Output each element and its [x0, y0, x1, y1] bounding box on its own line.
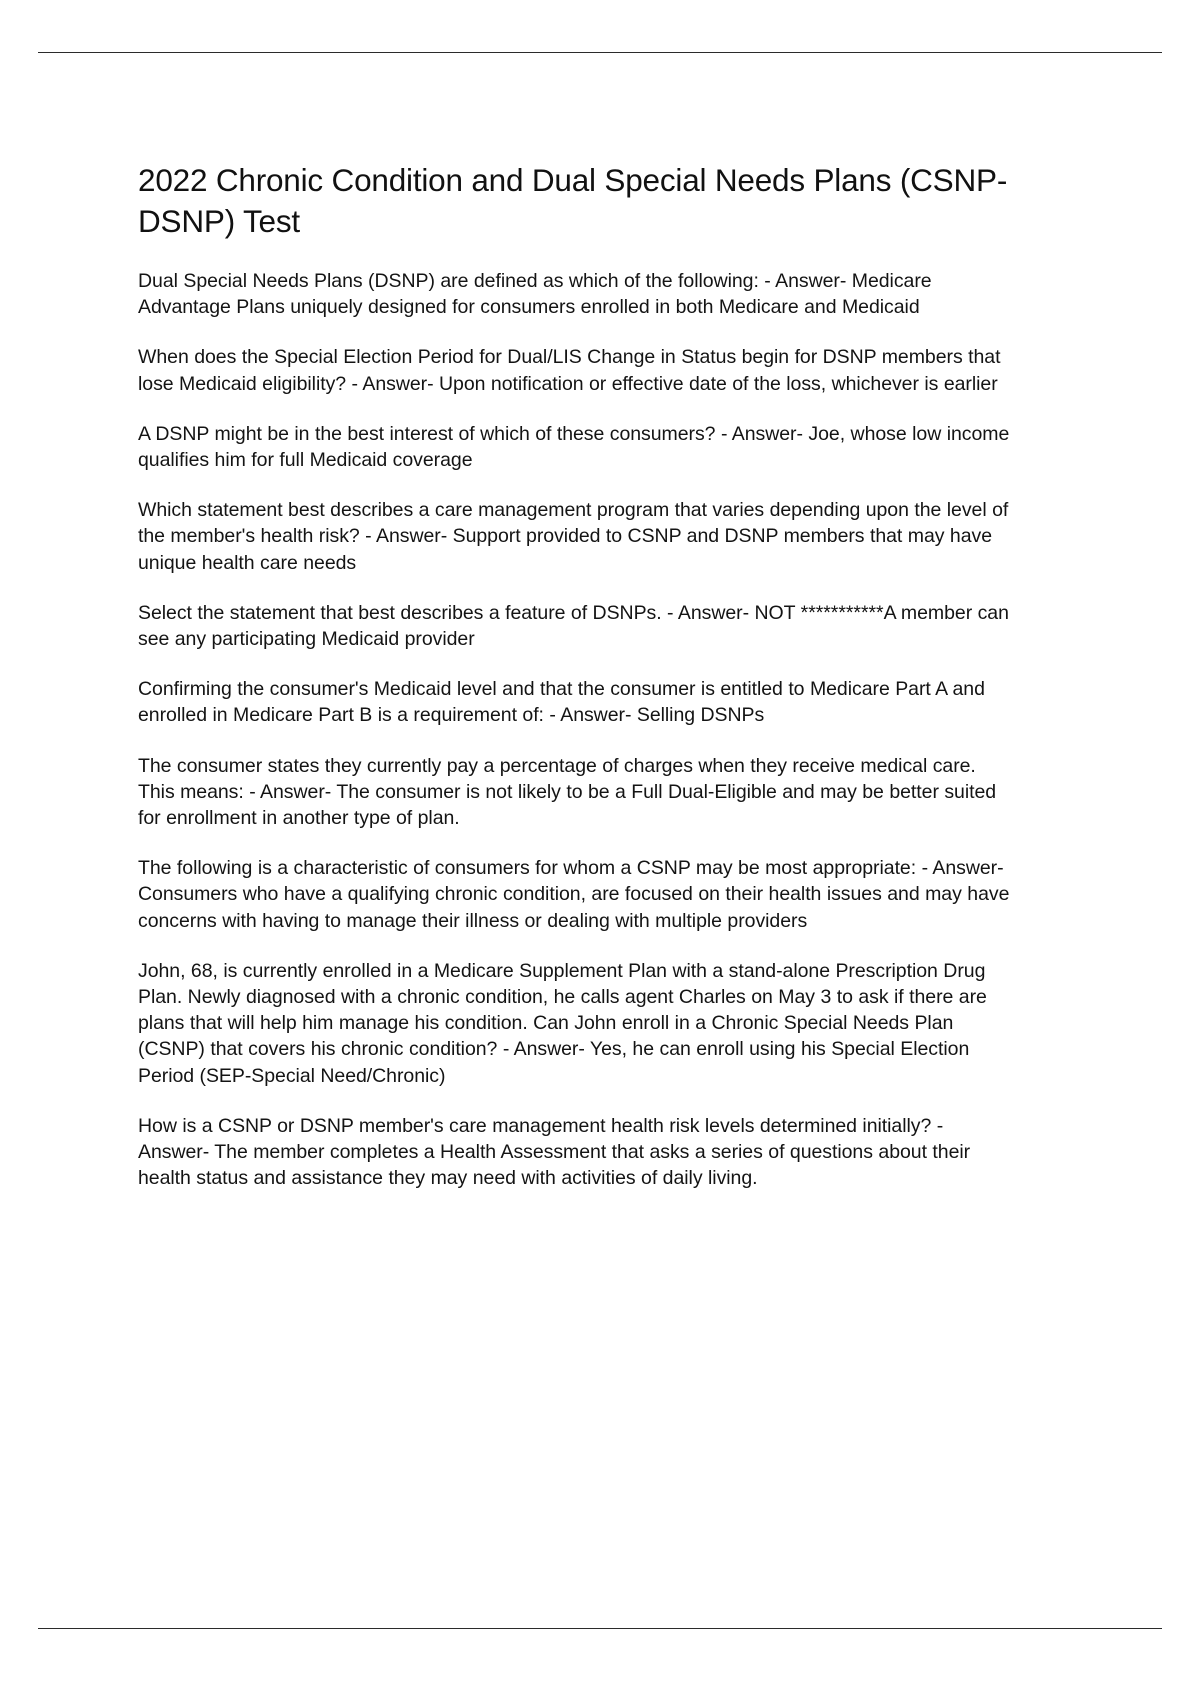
- qa-paragraph: John, 68, is currently enrolled in a Medicare Supplement Plan with a stand-alone Prescription Drug Plan. Newly diagnosed with a chronic condition, he calls agent Charles on May 3 to ask if there are plans that will help him manage his condition. Can John enroll in a Chronic Special Needs Plan (CSNP) that covers his chronic condition? - Answer- Yes, he can enroll using his Special Election Period (SEP-Special Need/Chronic): [138, 959, 987, 1087]
- qa-paragraph: Select the statement that best describes a feature of DSNPs. - Answer- NOT ***********A member can see any participating Medicaid provider: [138, 601, 1009, 651]
- qa-paragraph: Dual Special Needs Plans (DSNP) are defined as which of the following: - Answer- Medicare Advantage Plans uniquely designed for consumers enrolled in both Medicare and Medicaid: [138, 270, 932, 319]
- qa-paragraph: When does the Special Election Period for Dual/LIS Change in Status begin for DSNP members that lose Medicaid eligibility? - Answer- Upon notification or effective date of the loss, whichever is earlier: [138, 346, 1001, 395]
- page-top-divider: [38, 52, 1162, 53]
- document-content: [138, 160, 1010, 1191]
- qa-paragraph: How is a CSNP or DSNP member's care management health risk levels determined initially? - Answer- The member completes a Health Assessment that asks a series of questions about their health status and assistance they may need with activities of daily living.: [138, 1114, 971, 1190]
- page-title: 2022 Chronic Condition and Dual Special Needs Plans (CSNP-DSNP) Test: [138, 162, 1008, 239]
- qa-paragraph: The consumer states they currently pay a percentage of charges when they receive medical care. This means: - Answer- The consumer is not likely to be a Full Dual-Eligible and may be better suited for enrollment in another type of plan.: [138, 754, 997, 830]
- qa-paragraph: Confirming the consumer's Medicaid level and that the consumer is entitled to Medicare Part A and enrolled in Medicare Part B is a requirement of: - Answer- Selling DSNPs: [138, 678, 985, 727]
- page-bottom-divider: [38, 1628, 1162, 1629]
- qa-paragraph: The following is a characteristic of consumers for whom a CSNP may be most appropriate: - Answer- Consumers who have a qualifying chronic condition, are focused on their health issues and may have concerns with having to manage their illness or dealing with multiple providers: [138, 857, 1010, 932]
- qa-paragraph: Which statement best describes a care management program that varies depending upon the level of the member's health risk? - Answer- Support provided to CSNP and DSNP members that may have unique health care needs: [138, 499, 1009, 574]
- qa-paragraph: A DSNP might be in the best interest of which of these consumers? - Answer- Joe, whose low income qualifies him for full Medicaid coverage: [138, 422, 1010, 472]
